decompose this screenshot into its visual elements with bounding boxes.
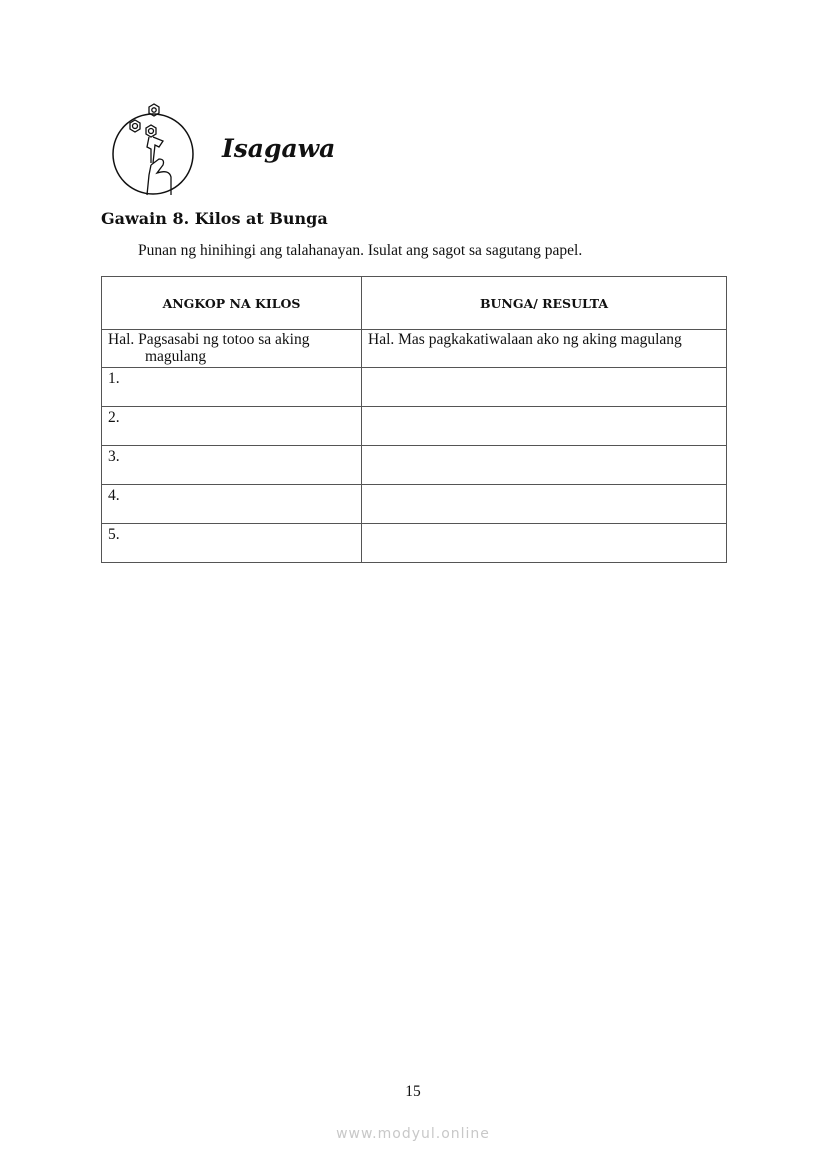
bunga-cell[interactable] (362, 407, 727, 446)
kilos-cell[interactable] (102, 407, 362, 446)
column-header-bunga: BUNGA/ RESULTA (362, 277, 727, 330)
kilos-cell[interactable] (102, 524, 362, 563)
page-number: 15 (405, 1083, 421, 1100)
example-row (102, 330, 727, 368)
example-kilos: Hal. Pagsasabi ng totoo sa aking magulang (108, 331, 310, 365)
row-number: 3. (108, 448, 120, 465)
example-kilos-cell (102, 330, 362, 368)
section-title: Isagawa (222, 134, 336, 163)
row-number: 1. (108, 370, 120, 387)
bunga-cell[interactable] (362, 485, 727, 524)
row-number: 4. (108, 487, 120, 504)
column-header-kilos: ANGKOP NA KILOS (102, 277, 362, 330)
kilos-cell[interactable] (102, 368, 362, 407)
row-number: 5. (108, 526, 120, 543)
bunga-cell[interactable] (362, 368, 727, 407)
activity-heading: Gawain 8. Kilos at Bunga (101, 209, 328, 228)
example-bunga: Hal. Mas pagkakatiwalaan ako ng aking magulang (368, 331, 682, 348)
table-header-row (102, 277, 727, 330)
kilos-cell[interactable] (102, 485, 362, 524)
bunga-cell[interactable] (362, 446, 727, 485)
watermark: www.modyul.online (336, 1126, 490, 1142)
hand-with-nuts-icon (111, 103, 197, 199)
table-row (102, 368, 727, 407)
table-row (102, 485, 727, 524)
example-bunga-cell (362, 330, 727, 368)
table-row (102, 407, 727, 446)
instruction-text: Punan ng hinihingi ang talahanayan. Isulat ang sagot sa sagutang papel. (138, 242, 583, 259)
bunga-cell[interactable] (362, 524, 727, 563)
table-row (102, 524, 727, 563)
row-number: 2. (108, 409, 120, 426)
kilos-bunga-table (101, 276, 727, 563)
kilos-cell[interactable] (102, 446, 362, 485)
table-row (102, 446, 727, 485)
